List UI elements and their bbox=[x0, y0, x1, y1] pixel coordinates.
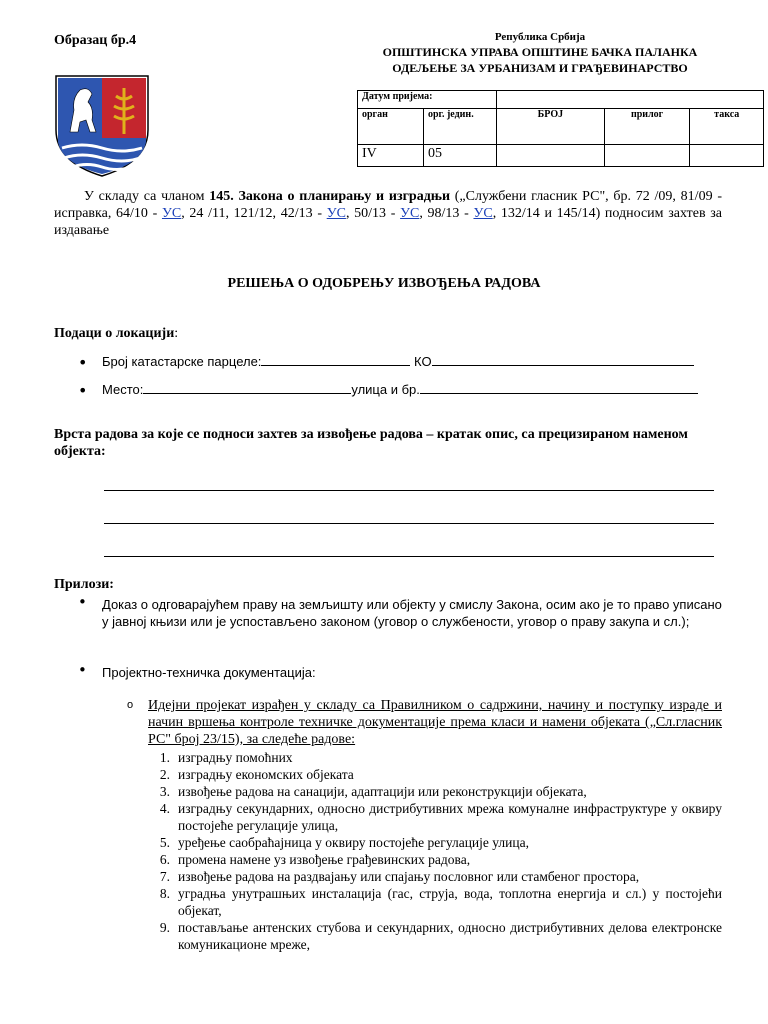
works-list-text: постављање антенских стубова и секундарних, односно дистрибутивних делова електронске комуникационе мреже, bbox=[178, 920, 722, 952]
us-link-1[interactable]: УС bbox=[161, 206, 182, 221]
works-list-text: уградња унутрашњих инсталација (гас, струја, вода, топлотна енергија и сл.) у постојећи објекат, bbox=[178, 886, 722, 918]
department-name: ОДЕЉЕЊЕ ЗА УРБАНИЗАМ И ГРАЂЕВИНАРСТВО bbox=[392, 61, 688, 75]
bullet-icon: • bbox=[78, 381, 88, 400]
republic-name: Република Србија bbox=[494, 31, 586, 43]
number-value[interactable] bbox=[497, 145, 605, 167]
legal-text-3: , 24 /11, 121/12, 42/13 - bbox=[181, 206, 327, 221]
works-list-number: 6. bbox=[159, 852, 170, 867]
works-list-item bbox=[148, 766, 722, 783]
works-list-number: 2. bbox=[159, 767, 170, 782]
works-list-text: изградњу помоћних bbox=[178, 750, 293, 765]
description-line-3[interactable] bbox=[104, 556, 714, 557]
coat-of-arms-icon bbox=[52, 72, 152, 180]
bullet-icon: • bbox=[78, 353, 88, 372]
legal-text-5: , 98/13 - bbox=[419, 206, 474, 221]
us-link-3[interactable]: УС bbox=[400, 206, 420, 221]
works-list-number: 1. bbox=[159, 750, 170, 765]
works-list-item bbox=[148, 800, 722, 834]
parcel-row bbox=[102, 354, 694, 369]
place-label: Место: bbox=[102, 382, 144, 397]
attachment-value[interactable] bbox=[604, 145, 690, 167]
legal-text-6: , 132/14 и 145/14) подносим захтев за издавање bbox=[54, 206, 723, 238]
organ-label: орган bbox=[358, 109, 424, 145]
street-label: улица и бр. bbox=[351, 382, 420, 397]
document-title: РЕШЕЊА О ОДОБРЕЊУ ИЗВОЂЕЊА РАДОВА bbox=[227, 276, 541, 291]
attachment-item-ownership: Доказ о одговарајућем праву на земљишту или објекту у смислу Закона, осим ако је то право уписано у јавној књизи или је успостављено законом (уговор о службености, уговор о праву закупа и сл.); bbox=[102, 597, 722, 629]
works-description-heading: Врста радова за које се подноси захтев за извођење радова – кратак опис, са прецизираном наменом објекта: bbox=[54, 427, 688, 459]
fee-value[interactable] bbox=[690, 145, 764, 167]
organ-value: IV bbox=[358, 145, 424, 167]
works-list-item bbox=[148, 834, 722, 851]
works-list-number: 8. bbox=[159, 886, 170, 901]
works-list bbox=[148, 749, 722, 953]
place-row bbox=[102, 382, 698, 397]
works-list-text: изградњу секундарних, односно дистрибутивних мрежа комуналне инфраструктуре у оквиру постојеће регулације улица, bbox=[178, 801, 722, 833]
street-field[interactable] bbox=[420, 382, 698, 394]
form-number: Образац бр.4 bbox=[54, 33, 137, 48]
works-list-text: промена намене уз извођење грађевинских радова, bbox=[178, 852, 471, 867]
description-line-2[interactable] bbox=[104, 523, 714, 524]
location-heading bbox=[54, 326, 178, 342]
works-list-text: извођење радова на санацији, адаптацији или реконструкцији објеката, bbox=[178, 784, 587, 799]
bullet-icon: • bbox=[78, 593, 87, 611]
number-label: БРОЈ bbox=[497, 109, 605, 145]
works-list-item bbox=[148, 868, 722, 885]
works-list-text: изградњу економских објеката bbox=[178, 767, 354, 782]
works-list-number: 5. bbox=[159, 835, 170, 850]
parcel-field[interactable] bbox=[261, 354, 410, 366]
fee-label: такса bbox=[690, 109, 764, 145]
preliminary-design-item: Идејни пројекат израђен у складу са Правилником о садржини, начину и поступку израде и начин вршења контроле техничке документације према класи и намени објеката („Сл.гласник РС" број 23/15), за следеће радове: bbox=[148, 698, 722, 747]
ko-label: КО bbox=[414, 354, 432, 369]
administration-name: ОПШТИНСКА УПРАВА ОПШТИНЕ БАЧКА ПАЛАНКА bbox=[382, 45, 698, 59]
org-unit-value: 05 bbox=[424, 145, 497, 167]
circle-bullet-icon: o bbox=[127, 699, 134, 711]
bullet-icon: • bbox=[78, 661, 87, 679]
works-list-item bbox=[148, 749, 722, 766]
org-unit-label: орг. једин. bbox=[424, 109, 497, 145]
legal-text-1: У складу са чланом bbox=[84, 189, 210, 204]
registry-table bbox=[357, 90, 764, 167]
attachment-item-documentation: Пројектно-техничка документација: bbox=[102, 665, 316, 680]
parcel-label: Број катастарске парцеле: bbox=[102, 354, 262, 369]
legal-text-4: , 50/13 - bbox=[345, 206, 401, 221]
legal-text-2: („Службени гласник РС", бр. 72 /09, 81/09 - исправка, 64/10 - bbox=[54, 189, 722, 221]
attachments-heading: Прилози: bbox=[54, 577, 114, 592]
us-link-4[interactable]: УС bbox=[473, 206, 493, 221]
works-list-number: 9. bbox=[159, 920, 170, 935]
us-link-2[interactable]: УС bbox=[326, 206, 346, 221]
location-heading-colon: : bbox=[174, 326, 179, 341]
ko-field[interactable] bbox=[432, 354, 694, 366]
works-list-item bbox=[148, 783, 722, 800]
works-list-item bbox=[148, 885, 722, 919]
works-list-number: 4. bbox=[159, 801, 170, 816]
description-line-1[interactable] bbox=[104, 490, 714, 491]
legal-basis-paragraph bbox=[54, 188, 722, 239]
works-list-number: 3. bbox=[159, 784, 170, 799]
works-list-number: 7. bbox=[159, 869, 170, 884]
works-list-text: уређење саобраћајница у оквиру постојеће регулације улица, bbox=[178, 835, 529, 850]
works-list-item bbox=[148, 919, 722, 953]
date-received-value[interactable] bbox=[497, 91, 764, 109]
works-list-text: извођење радова на раздвајању или спајању пословног или стамбеног простора, bbox=[178, 869, 640, 884]
law-name: 145. Закона о планирању и изградњи bbox=[209, 189, 451, 204]
location-heading-text: Подаци о локацији bbox=[54, 326, 175, 341]
date-received-label: Датум пријема: bbox=[358, 91, 497, 109]
institution-header bbox=[340, 30, 740, 76]
works-list-item bbox=[148, 851, 722, 868]
attachment-label: прилог bbox=[604, 109, 690, 145]
place-field[interactable] bbox=[143, 382, 351, 394]
